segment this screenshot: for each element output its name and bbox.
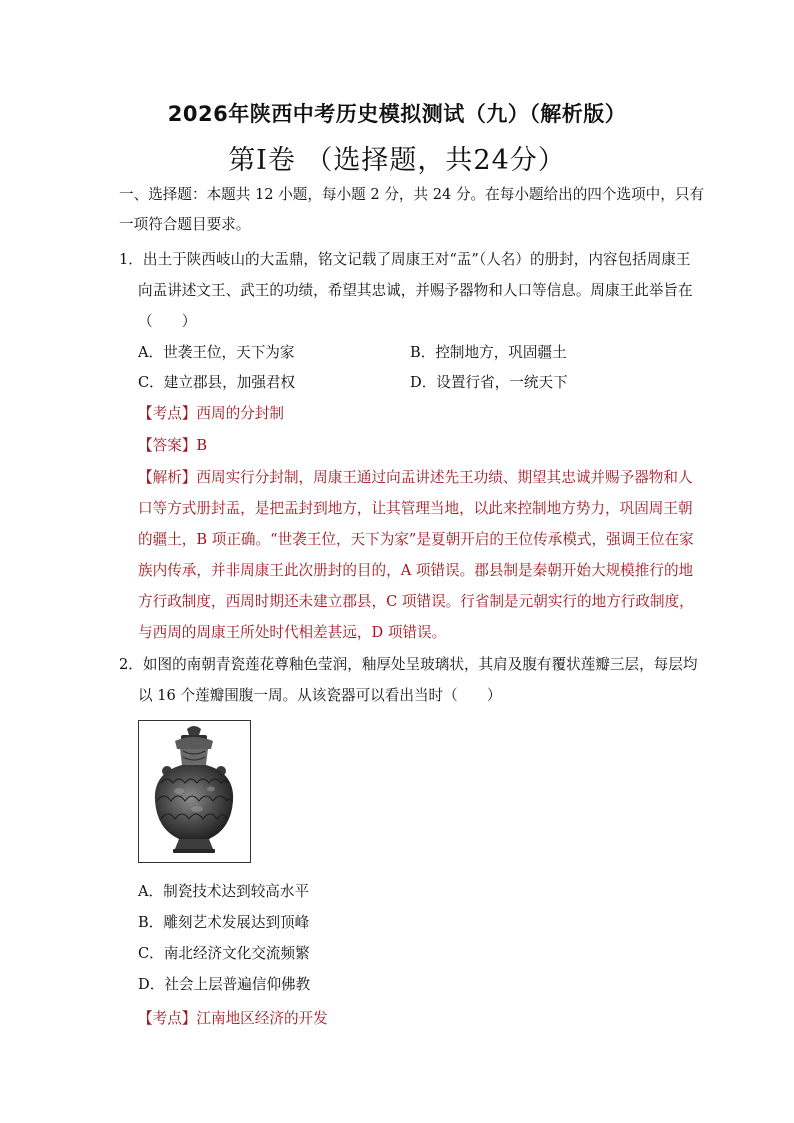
q1-stem-line-1: 1．出土于陕西岐山的大盂鼎，铭文记载了周康王对“盂”（人名）的册封，内容包括周康王 bbox=[119, 251, 691, 268]
q2-stem-line-1: 2．如图的南朝青瓷莲花尊釉色莹润，釉厚处呈玻璃状，其肩及腹有覆状莲瓣三层，每层均 bbox=[119, 656, 698, 673]
q2-option-a: A．制瓷技术达到较高水平 bbox=[138, 883, 310, 900]
q2-kaodian: 【考点】江南地区经济的开发 bbox=[138, 1010, 328, 1027]
q2-stem-line-2: 以 16 个莲瓣围腹一周。从该瓷器可以看出当时（ ） bbox=[138, 687, 502, 704]
document-title: 2026年陕西中考历史模拟测试（九）（解析版） bbox=[167, 102, 627, 126]
q1-kaodian: 【考点】西周的分封制 bbox=[138, 405, 284, 422]
q1-analysis-line-1: 【解析】西周实行分封制，周康王通过向盂讲述先王功绩、期望其忠诚并赐予器物和人 bbox=[138, 469, 693, 486]
celadon-lotus-vessel-image bbox=[138, 720, 251, 863]
q1-analysis-line-3: 的疆土，B 项正确。“世袭王位，天下为家”是夏朝开启的王位传承模式，强调王位在家 bbox=[138, 531, 694, 548]
q2-option-b: B．雕刻艺术发展达到顶峰 bbox=[138, 914, 310, 931]
vessel-illustration bbox=[139, 721, 250, 862]
q1-analysis-line-2: 口等方式册封盂，是把盂封到地方，让其管理当地，以此来控制地方势力，巩固周王朝 bbox=[138, 500, 693, 517]
q1-answer-paren: （ ） bbox=[138, 313, 197, 330]
q1-answer: 【答案】B bbox=[138, 437, 208, 454]
q1-option-c: C．建立郡县，加强君权 bbox=[138, 374, 296, 391]
q2-option-c: C．南北经济文化交流频繁 bbox=[138, 945, 310, 962]
q1-analysis-line-6: 与西周的周康王所处时代相差甚远，D 项错误。 bbox=[138, 624, 447, 641]
instructions-line-1: 一、选择题：本题共 12 小题，每小题 2 分，共 24 分。在每小题给出的四个选项中，只有 bbox=[119, 186, 705, 203]
section-title: 第Ⅰ卷 （选择题，共24分） bbox=[228, 145, 566, 176]
q1-option-b: B．控制地方，巩固疆土 bbox=[410, 344, 567, 361]
q1-analysis-line-5: 方行政制度，西周时期还未建立郡县，C 项错误。行省制是元朝实行的地方行政制度， bbox=[138, 593, 694, 610]
q1-option-d: D．设置行省，一统天下 bbox=[410, 374, 568, 391]
q1-stem-line-2: 向盂讲述文王、武王的功绩，希望其忠诚，并赐予器物和人口等信息。周康王此举旨在 bbox=[138, 282, 693, 299]
q1-analysis-line-4: 族内传承，并非周康王此次册封的目的，A 项错误。郡县制是秦朝开始大规模推行的地 bbox=[138, 562, 694, 579]
instructions-line-2: 一项符合题目要求。 bbox=[119, 216, 251, 233]
q1-option-a: A．世袭王位，天下为家 bbox=[138, 344, 295, 361]
q2-option-d: D．社会上层普遍信仰佛教 bbox=[138, 976, 311, 993]
